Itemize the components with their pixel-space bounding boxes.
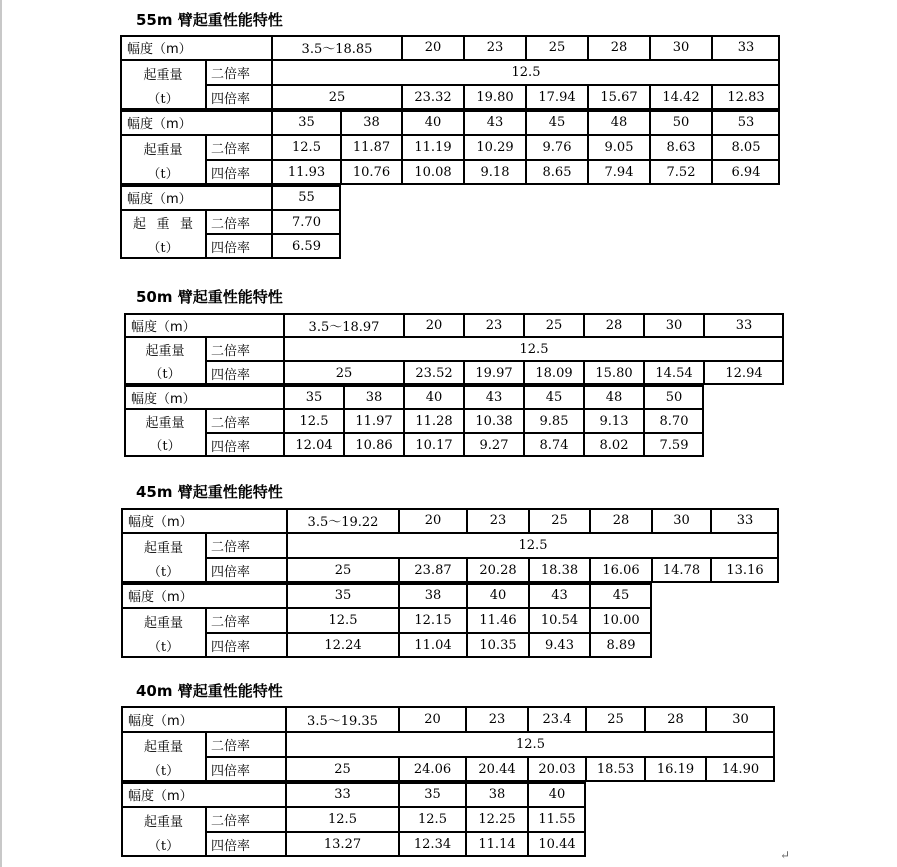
amplitude-label: 幅度（m） bbox=[121, 782, 286, 807]
amplitude-value: 3.5～19.22 bbox=[287, 508, 399, 533]
amplitude-value: 20 bbox=[399, 508, 467, 533]
double-rate-value: 11.19 bbox=[402, 135, 464, 160]
double-rate-value: 9.13 bbox=[584, 409, 644, 433]
double-rate-label: 二倍率 bbox=[206, 409, 284, 433]
quad-rate-value: 19.80 bbox=[464, 85, 526, 110]
table-title: 40m 臂起重性能特性 bbox=[136, 682, 283, 700]
double-rate-value: 12.5 bbox=[286, 807, 399, 832]
quad-rate-label: 四倍率 bbox=[206, 234, 272, 259]
quad-rate-value: 6.59 bbox=[272, 234, 341, 259]
amplitude-value: 35 bbox=[284, 385, 344, 409]
unit-label: （t） bbox=[120, 234, 206, 259]
quad-rate-value: 10.86 bbox=[344, 433, 404, 457]
amplitude-value: 38 bbox=[344, 385, 404, 409]
double-rate-value: 12.25 bbox=[466, 807, 528, 832]
amplitude-value: 30 bbox=[706, 706, 775, 732]
quad-rate-value: 25 bbox=[272, 85, 402, 110]
amplitude-value: 28 bbox=[590, 508, 652, 533]
quad-rate-value: 20.28 bbox=[467, 558, 529, 583]
quad-rate-value: 20.44 bbox=[466, 757, 528, 782]
amplitude-value: 28 bbox=[645, 706, 706, 732]
double-rate-value: 9.85 bbox=[524, 409, 584, 433]
double-rate-value: 12.5 bbox=[286, 732, 775, 757]
amplitude-value: 40 bbox=[528, 782, 586, 807]
lift-label: 起重量 bbox=[120, 135, 206, 160]
double-rate-label: 二倍率 bbox=[206, 337, 284, 361]
quad-rate-value: 7.52 bbox=[650, 160, 712, 185]
amplitude-value: 28 bbox=[588, 35, 650, 60]
paragraph-mark-icon: ↵ bbox=[780, 848, 791, 862]
double-rate-value: 12.5 bbox=[272, 135, 341, 160]
lift-label-spread bbox=[133, 213, 193, 232]
quad-rate-value: 14.90 bbox=[706, 757, 775, 782]
amplitude-value: 20 bbox=[402, 35, 464, 60]
double-rate-value: 9.05 bbox=[588, 135, 650, 160]
double-rate-label: 二倍率 bbox=[206, 533, 287, 558]
double-rate-value: 12.5 bbox=[284, 337, 784, 361]
amplitude-value: 20 bbox=[404, 313, 464, 337]
unit-label: （t） bbox=[120, 85, 206, 110]
quad-rate-value: 23.52 bbox=[404, 361, 464, 385]
quad-rate-value: 14.78 bbox=[652, 558, 711, 583]
quad-rate-value: 12.04 bbox=[284, 433, 344, 457]
lift-label-char: 起 bbox=[133, 217, 147, 232]
table-title: 55m 臂起重性能特性 bbox=[136, 11, 283, 29]
quad-rate-value: 25 bbox=[284, 361, 404, 385]
amplitude-label: 幅度（m） bbox=[121, 706, 286, 732]
amplitude-value: 48 bbox=[584, 385, 644, 409]
amplitude-value: 33 bbox=[286, 782, 399, 807]
amplitude-value: 48 bbox=[588, 110, 650, 135]
amplitude-value: 33 bbox=[704, 313, 784, 337]
double-rate-value: 11.97 bbox=[344, 409, 404, 433]
lift-label: 起重量 bbox=[121, 807, 206, 832]
unit-label: （t） bbox=[121, 757, 206, 782]
double-rate-label: 二倍率 bbox=[206, 135, 272, 160]
quad-rate-value: 18.38 bbox=[529, 558, 590, 583]
amplitude-value: 53 bbox=[712, 110, 780, 135]
double-rate-value: 7.70 bbox=[272, 210, 341, 234]
amplitude-value: 40 bbox=[467, 583, 529, 608]
quad-rate-value: 9.18 bbox=[464, 160, 526, 185]
quad-rate-value: 8.74 bbox=[524, 433, 584, 457]
quad-rate-value: 12.24 bbox=[287, 633, 399, 658]
quad-rate-value: 20.03 bbox=[528, 757, 586, 782]
quad-rate-value: 18.09 bbox=[524, 361, 584, 385]
double-rate-value: 8.05 bbox=[712, 135, 780, 160]
quad-rate-value: 23.87 bbox=[399, 558, 467, 583]
double-rate-value: 12.5 bbox=[272, 60, 780, 85]
quad-rate-label: 四倍率 bbox=[206, 85, 272, 110]
amplitude-value: 23.4 bbox=[528, 706, 586, 732]
amplitude-value: 45 bbox=[590, 583, 652, 608]
double-rate-value: 12.5 bbox=[284, 409, 344, 433]
double-rate-label: 二倍率 bbox=[206, 807, 286, 832]
quad-rate-value: 12.94 bbox=[704, 361, 784, 385]
double-rate-label: 二倍率 bbox=[206, 60, 272, 85]
lift-label: 起重量 bbox=[124, 337, 206, 361]
quad-rate-value: 15.80 bbox=[584, 361, 644, 385]
amplitude-value: 3.5～18.97 bbox=[284, 313, 404, 337]
lift-label: 起重量 bbox=[121, 608, 206, 633]
quad-rate-value: 14.54 bbox=[644, 361, 704, 385]
amplitude-label: 幅度（m） bbox=[124, 385, 284, 409]
double-rate-value: 12.15 bbox=[399, 608, 467, 633]
amplitude-value: 35 bbox=[287, 583, 399, 608]
quad-rate-label: 四倍率 bbox=[206, 633, 287, 658]
amplitude-value: 50 bbox=[644, 385, 704, 409]
amplitude-value: 33 bbox=[712, 35, 780, 60]
quad-rate-value: 25 bbox=[287, 558, 399, 583]
table-title: 45m 臂起重性能特性 bbox=[136, 483, 283, 501]
amplitude-value: 35 bbox=[399, 782, 466, 807]
quad-rate-value: 8.02 bbox=[584, 433, 644, 457]
double-rate-label: 二倍率 bbox=[206, 732, 286, 757]
quad-rate-value: 12.34 bbox=[399, 832, 466, 857]
double-rate-label: 二倍率 bbox=[206, 210, 272, 234]
unit-label: （t） bbox=[124, 361, 206, 385]
quad-rate-value: 16.06 bbox=[590, 558, 652, 583]
unit-label: （t） bbox=[121, 633, 206, 658]
quad-rate-value: 10.17 bbox=[404, 433, 464, 457]
amplitude-value: 25 bbox=[529, 508, 590, 533]
quad-rate-value: 23.32 bbox=[402, 85, 464, 110]
double-rate-value: 11.28 bbox=[404, 409, 464, 433]
quad-rate-value: 7.59 bbox=[644, 433, 704, 457]
quad-rate-value: 15.67 bbox=[588, 85, 650, 110]
quad-rate-value: 13.16 bbox=[711, 558, 779, 583]
amplitude-value: 45 bbox=[526, 110, 588, 135]
amplitude-value: 38 bbox=[341, 110, 402, 135]
quad-rate-value: 11.93 bbox=[272, 160, 341, 185]
amplitude-value: 38 bbox=[466, 782, 528, 807]
quad-rate-label: 四倍率 bbox=[206, 160, 272, 185]
amplitude-value: 23 bbox=[466, 706, 528, 732]
double-rate-value: 10.29 bbox=[464, 135, 526, 160]
quad-rate-value: 6.94 bbox=[712, 160, 780, 185]
lift-label: 起重量 bbox=[124, 409, 206, 433]
quad-rate-value: 12.83 bbox=[712, 85, 780, 110]
quad-rate-label: 四倍率 bbox=[206, 433, 284, 457]
amplitude-value: 45 bbox=[524, 385, 584, 409]
amplitude-value: 3.5～18.85 bbox=[272, 35, 402, 60]
lift-label: 起重量 bbox=[121, 533, 206, 558]
double-rate-value: 9.76 bbox=[526, 135, 588, 160]
amplitude-label: 幅度（m） bbox=[121, 508, 287, 533]
amplitude-value: 35 bbox=[272, 110, 341, 135]
quad-rate-value: 10.35 bbox=[467, 633, 529, 658]
quad-rate-value: 10.76 bbox=[341, 160, 402, 185]
amplitude-value: 38 bbox=[399, 583, 467, 608]
amplitude-value: 20 bbox=[399, 706, 466, 732]
quad-rate-value: 24.06 bbox=[399, 757, 466, 782]
double-rate-value: 12.5 bbox=[399, 807, 466, 832]
quad-rate-value: 13.27 bbox=[286, 832, 399, 857]
amplitude-label: 幅度（m） bbox=[124, 313, 284, 337]
unit-label: （t） bbox=[121, 832, 206, 857]
amplitude-value: 30 bbox=[644, 313, 704, 337]
amplitude-value: 40 bbox=[404, 385, 464, 409]
amplitude-label: 幅度（m） bbox=[120, 110, 272, 135]
quad-rate-value: 16.19 bbox=[645, 757, 706, 782]
quad-rate-value: 10.44 bbox=[528, 832, 586, 857]
lift-label: 起重量 bbox=[121, 732, 206, 757]
amplitude-value: 3.5～19.35 bbox=[286, 706, 399, 732]
amplitude-value: 43 bbox=[464, 385, 524, 409]
unit-label: （t） bbox=[121, 558, 206, 583]
quad-rate-label: 四倍率 bbox=[206, 832, 286, 857]
quad-rate-value: 8.89 bbox=[590, 633, 652, 658]
amplitude-value: 23 bbox=[464, 35, 526, 60]
double-rate-label: 二倍率 bbox=[206, 608, 287, 633]
amplitude-label: 幅度（m） bbox=[121, 583, 287, 608]
double-rate-value: 8.63 bbox=[650, 135, 712, 160]
double-rate-value: 12.5 bbox=[287, 533, 779, 558]
amplitude-label: 幅度（m） bbox=[120, 185, 272, 210]
quad-rate-value: 14.42 bbox=[650, 85, 712, 110]
page-edge bbox=[0, 0, 2, 867]
quad-rate-value: 19.97 bbox=[464, 361, 524, 385]
amplitude-value: 55 bbox=[272, 185, 341, 210]
quad-rate-value: 25 bbox=[286, 757, 399, 782]
double-rate-value: 8.70 bbox=[644, 409, 704, 433]
amplitude-value: 25 bbox=[526, 35, 588, 60]
lift-label-char: 重 bbox=[156, 217, 170, 232]
double-rate-value: 10.00 bbox=[590, 608, 652, 633]
quad-rate-value: 11.04 bbox=[399, 633, 467, 658]
amplitude-value: 30 bbox=[652, 508, 711, 533]
amplitude-value: 50 bbox=[650, 110, 712, 135]
quad-rate-value: 9.27 bbox=[464, 433, 524, 457]
amplitude-value: 23 bbox=[464, 313, 524, 337]
quad-rate-value: 9.43 bbox=[529, 633, 590, 658]
amplitude-value: 30 bbox=[650, 35, 712, 60]
quad-rate-value: 11.14 bbox=[466, 832, 528, 857]
double-rate-value: 11.87 bbox=[341, 135, 402, 160]
quad-rate-value: 10.08 bbox=[402, 160, 464, 185]
table-title: 50m 臂起重性能特性 bbox=[136, 288, 283, 306]
double-rate-value: 12.5 bbox=[287, 608, 399, 633]
double-rate-value: 11.55 bbox=[528, 807, 586, 832]
amplitude-label: 幅度（m） bbox=[120, 35, 272, 60]
amplitude-value: 33 bbox=[711, 508, 779, 533]
amplitude-value: 28 bbox=[584, 313, 644, 337]
quad-rate-label: 四倍率 bbox=[206, 558, 287, 583]
double-rate-value: 10.54 bbox=[529, 608, 590, 633]
unit-label: （t） bbox=[120, 160, 206, 185]
amplitude-value: 43 bbox=[529, 583, 590, 608]
unit-label: （t） bbox=[124, 433, 206, 457]
quad-rate-value: 17.94 bbox=[526, 85, 588, 110]
lift-label bbox=[120, 210, 206, 234]
amplitude-value: 40 bbox=[402, 110, 464, 135]
lift-label-char: 量 bbox=[179, 217, 193, 232]
double-rate-value: 10.38 bbox=[464, 409, 524, 433]
amplitude-value: 43 bbox=[464, 110, 526, 135]
quad-rate-label: 四倍率 bbox=[206, 757, 286, 782]
quad-rate-label: 四倍率 bbox=[206, 361, 284, 385]
quad-rate-value: 7.94 bbox=[588, 160, 650, 185]
lift-label: 起重量 bbox=[120, 60, 206, 85]
quad-rate-value: 8.65 bbox=[526, 160, 588, 185]
amplitude-value: 25 bbox=[586, 706, 645, 732]
amplitude-value: 23 bbox=[467, 508, 529, 533]
amplitude-value: 25 bbox=[524, 313, 584, 337]
double-rate-value: 11.46 bbox=[467, 608, 529, 633]
quad-rate-value: 18.53 bbox=[586, 757, 645, 782]
